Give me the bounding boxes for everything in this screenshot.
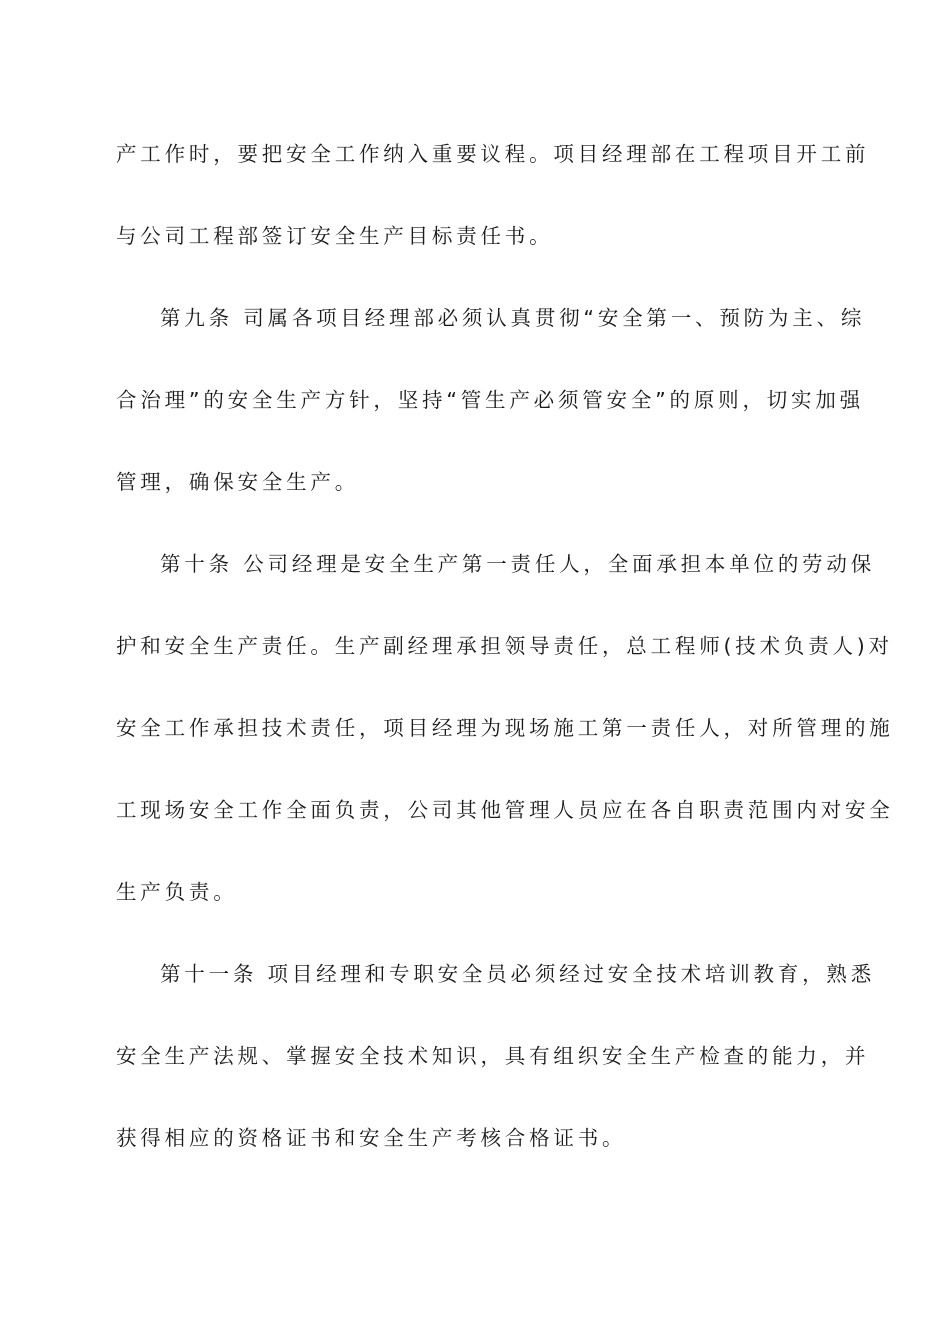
text-line: 安全生产法规、掌握安全技术知识，具有组织安全生产检查的能力，并 <box>116 1044 870 1068</box>
article-10-heading-line: 第十条 公司经理是安全生产第一责任人，全面承担本单位的劳动保 <box>160 552 876 576</box>
text-line: 安全工作承担技术责任，项目经理为现场施工第一责任人，对所管理的施 <box>116 716 894 740</box>
text-line: 产工作时，要把安全工作纳入重要议程。项目经理部在工程项目开工前 <box>116 142 870 166</box>
text-line: 护和安全生产责任。生产副经理承担领导责任，总工程师(技术负责人)对 <box>116 634 893 658</box>
text-line: 与公司工程部签订安全生产目标责任书。 <box>116 224 554 248</box>
text-line: 获得相应的资格证书和安全生产考核合格证书。 <box>116 1126 627 1150</box>
text-line: 生产负责。 <box>116 880 238 904</box>
text-line: 管理，确保安全生产。 <box>116 470 359 494</box>
article-9-heading-line: 第九条 司属各项目经理部必须认真贯彻“安全第一、预防为主、综 <box>160 306 866 330</box>
article-11-heading-line: 第十一条 项目经理和专职安全员必须经过安全技术培训教育，熟悉 <box>160 962 876 986</box>
text-line: 工现场安全工作全面负责，公司其他管理人员应在各自职责范围内对安全 <box>116 798 894 822</box>
text-line: 合治理”的安全生产方针，坚持“管生产必须管安全”的原则，切实加强 <box>116 388 864 412</box>
